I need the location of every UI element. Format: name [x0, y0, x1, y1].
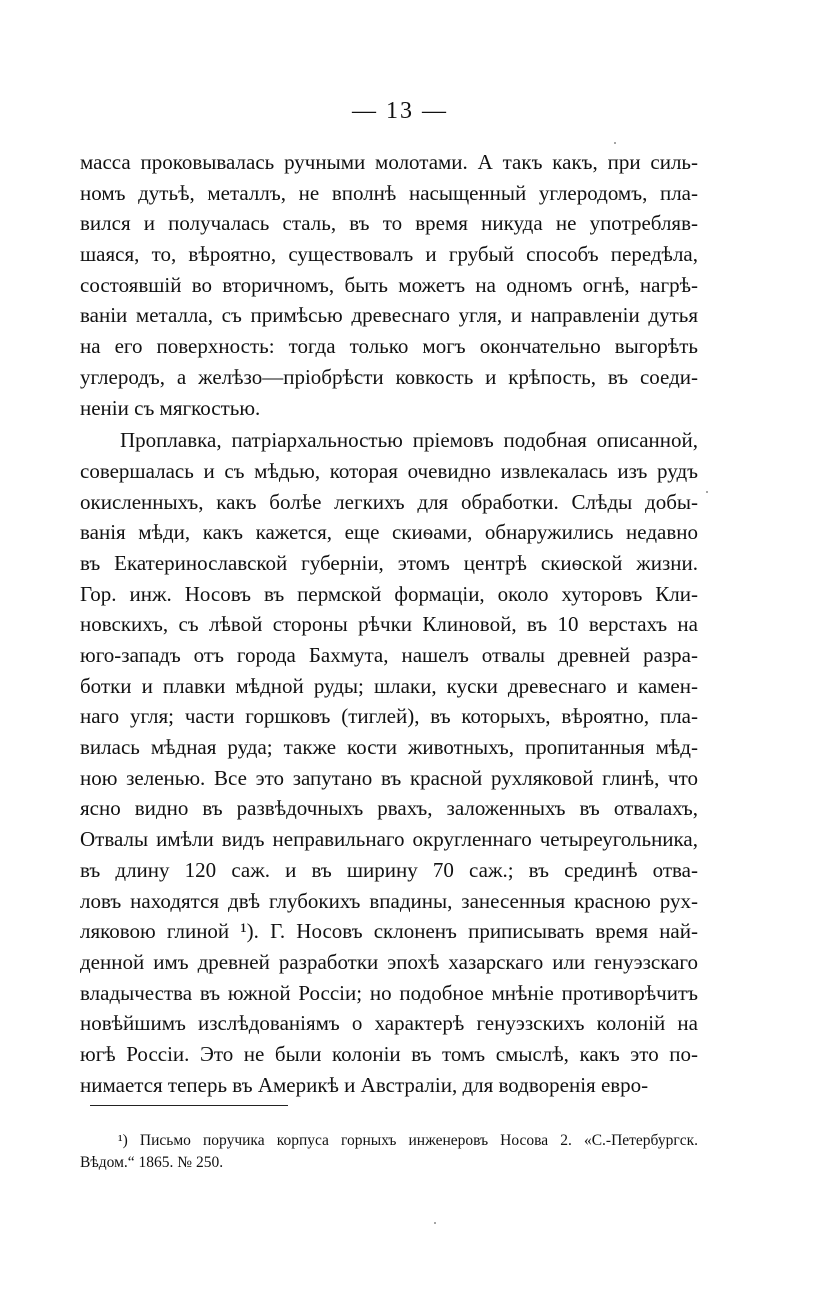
scan-speck	[614, 142, 616, 144]
text-line: юго-западъ отъ города Бахмута, нашелъ отвалы древней разра-	[80, 643, 698, 667]
text-line: ботки и плавки мѣдной руды; шлаки, куски древеснаго и камен-	[80, 673, 698, 698]
text-line: новскихъ, съ лѣвой стороны рѣчки Клиновой, въ 10 верстахъ на	[80, 612, 698, 637]
text-line: углеродъ, а желѣзо—пріобрѣсти ковкость и крѣпость, въ соеди-	[80, 364, 698, 389]
scan-speck	[706, 491, 708, 493]
text-line: наго угля; части горшковъ (тиглей), въ которыхъ, вѣроятно, пла-	[80, 704, 698, 729]
text-line: Проплавка, патріархальностью пріемовъ подобная описанной,	[120, 428, 698, 453]
text-line: вился и получалась сталь, въ то время никуда не употребляв-	[80, 211, 698, 236]
footnote-divider	[90, 1105, 288, 1106]
text-line: югѣ Россіи. Это не были колоніи въ томъ смыслѣ, какъ это по-	[80, 1041, 698, 1066]
page-number: — 13 —	[352, 98, 448, 124]
text-line: вилась мѣдная руда; также кости животныхъ, пропитанныя мѣд-	[80, 735, 698, 760]
text-line: состоявшій во вторичномъ, быть можетъ на одномъ огнѣ, нагрѣ-	[80, 272, 698, 297]
text-line: ловъ находятся двѣ глубокихъ впадины, занесенныя красною рух-	[80, 888, 698, 913]
text-line: ною зеленью. Все это запутано въ красной рухляковой глинѣ, что	[80, 765, 698, 790]
text-line: ваніи металла, съ примѣсью древеснаго угля, и направленіи дутья	[80, 303, 698, 328]
text-line: ляковою глиной ¹). Г. Носовъ склоненъ приписывать время най-	[80, 919, 698, 944]
footnote-line: Вѣдом.“ 1865. № 250.	[80, 1154, 224, 1171]
text-line: Гор. инж. Носовъ въ пермской формаціи, около хуторовъ Кли-	[80, 581, 698, 606]
text-line: Отвалы имѣли видъ неправильнаго округленнаго четыреугольника,	[80, 827, 698, 852]
text-line: нимается теперь въ Америкѣ и Австраліи, для водворенія евро-	[80, 1072, 649, 1097]
text-line: ванія мѣди, какъ кажется, еще скиѳами, обнаружились недавно	[80, 520, 698, 545]
text-line: новѣйшимъ изслѣдованіямъ о характерѣ генуэзскихъ колоній на	[80, 1011, 698, 1036]
footnote	[80, 1130, 698, 1174]
text-line: денной имъ древней разработки эпохѣ хазарскаго или генуэзскаго	[80, 949, 698, 974]
text-line: на его поверхность: тогда только могъ окончательно выгорѣть	[80, 334, 698, 359]
body-text	[80, 147, 698, 1100]
scan-speck	[434, 1222, 436, 1224]
text-line: совершалась и съ мѣдью, которая очевидно извлекалась изъ рудъ	[80, 458, 698, 483]
paragraph-2	[80, 425, 698, 1100]
text-line: владычества въ южной Россіи; но подобное мнѣніе противорѣчитъ	[80, 980, 698, 1005]
paragraph-1	[80, 147, 698, 423]
text-line: окисленныхъ, какъ болѣе легкихъ для обработки. Слѣды добы-	[80, 489, 698, 514]
text-line: масса проковывалась ручными молотами. А такъ какъ, при силь-	[80, 150, 698, 174]
text-line: въ Екатеринославской губерніи, этомъ центрѣ скиѳской жизни.	[80, 550, 698, 575]
text-line: ясно видно въ развѣдочныхъ рвахъ, заложенныхъ въ отвалахъ,	[80, 796, 698, 821]
footnote-line: ¹) Письмо поручика корпуса горныхъ инженеровъ Носова 2. «С.-Петербургск.	[118, 1132, 698, 1149]
text-line: номъ дутьѣ, металлъ, не вполнѣ насыщенный углеродомъ, пла-	[80, 180, 698, 205]
text-line: неніи съ мягкостью.	[80, 395, 261, 420]
text-line: шаяся, то, вѣроятно, существовалъ и грубый способъ передѣла,	[80, 242, 698, 267]
text-line: въ длину 120 саж. и въ ширину 70 саж.; въ срединѣ отва-	[80, 857, 698, 882]
